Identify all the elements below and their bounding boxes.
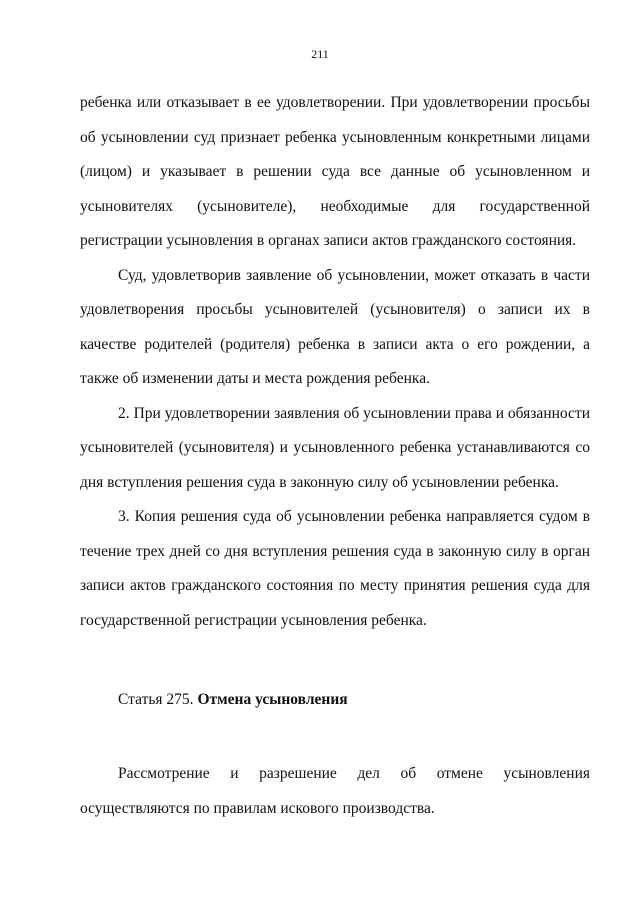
article-prefix: Статья 275. [118,691,194,708]
paragraph-continuation: ребенка или отказывает в ее удовлетворении. При удовлетворении просьбы об усыновлении суд признает ребенка усыновленным конкретными лицами (лицом) и указывает в решении суда все данные об усыновленном и усыновителях (усыновителе), необходимые для государственной регистрации усыновления в органах записи актов гражданского состояния. [80,94,590,249]
paragraph-decision-copy: 3. Копия решения суда об усыновлении ребенка направляется судом в течение трех дней со дня вступления решения суда в законную силу в орган записи актов гражданского состояния по месту принятия решения суда для государственной регистрации усыновления ребенка. [80,508,590,629]
article-body [80,757,590,826]
article-title: Отмена усыновления [197,691,348,708]
paragraph-court-refusal: Суд, удовлетворив заявление об усыновлении, может отказать в части удовлетворения просьбы усыновителей (усыновителя) о записи их в качестве родителей (родителя) ребенка в записи акта о его рождении, а также об изменении даты и места рождения ребенка. [80,266,590,387]
article-heading [118,688,348,712]
paragraph-rights-obligations: 2. При удовлетворении заявления об усыновлении права и обязанности усыновителей (усыновителя) и усыновленного ребенка устанавливаются со дня вступления решения суда в законную силу об усыновлении ребенка. [80,404,590,491]
article-paragraph: Рассмотрение и разрешение дел об отмене усыновления осуществляются по правилам искового производства. [80,765,590,817]
body-text [80,86,590,638]
page-number: 211 [311,47,329,61]
